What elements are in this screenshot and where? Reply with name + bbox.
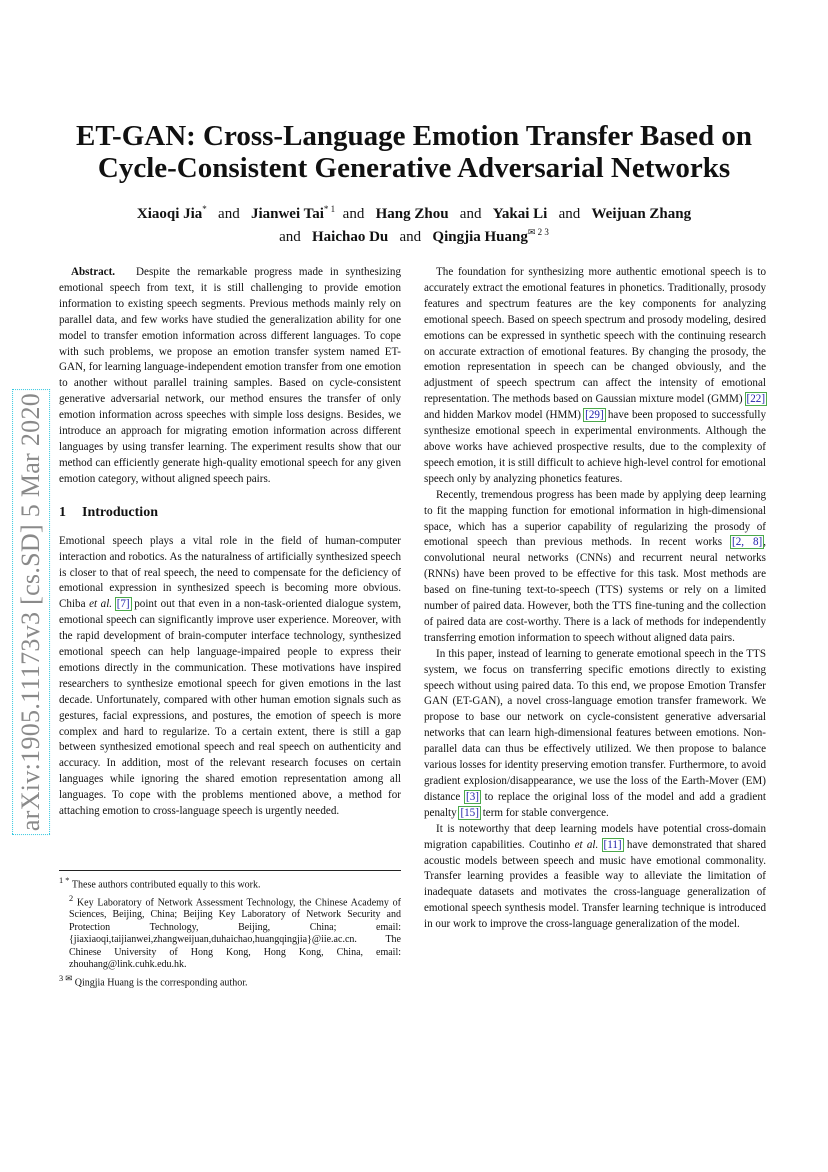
author-sep: and [399,229,422,245]
citation-link[interactable]: [3] [466,790,479,803]
text-run: point out that even in a non-task-oriented dialogue system, emotional speech can significantly improve user experience. Moreover, with the rapid development of brain-computer interface technology, synthesized emotional speech can help language-impaired people to express their emotions directly in the communication. These motivations have inspired researchers to synthesize emotional speech for given emotions in the last decade. Unfortunately, compared with other human emotion signals such as gestures, facial expressions, and postures, the emotion of speech is more complex and hard to regularize. To a certain extent, there is still a gap between synthesized emotional speech and real speech on authenticity and accuracy. In addition, most of the relevant research focuses on certain languages while ignoring the shared emotion representation among all languages. To cope with the problems mentioned above, a method for attaching emotion to cross-language speech is urgently needed. [59,598,402,818]
author-name: Jianwei Tai [250,206,324,222]
text-run: Emotional speech plays a vital role in the field of human-computer interaction and robotics. As the naturalness of artificially synthesized speech is closer to that of real speech, the need to compensate for the deficiency of emotional expression in synthesized speech is becoming more obvious. Chiba [59,534,401,611]
author-sep: and [279,229,301,245]
author-list [60,200,768,246]
citation-link[interactable]: [2, 8] [732,536,763,549]
footnote-text: These authors contributed equally to this work. [71,879,261,891]
title-line-2: Cycle-Consistent Generative Adversarial Networks [97,152,731,184]
body-paragraph [424,822,766,933]
author-mark: * 1 [323,204,336,214]
text-run: have demonstrated that shared acoustic models between speech and music have emotional commonality. Transfer learning provides a feasible way to alleviate the limitation of inadequate datasets and motivates the cross-language generalization of emotional speech synthesis model. Transfer learning technique is introduced in our work to improve the cross-language generalization of the model. [424,838,767,931]
text-run: In this paper, instead of learning to generate emotional speech in the TTS system, we focus on transferring specific emotions directly to existing speech without using paired data. To this end, we propose Emotion Transfer GAN (ET-GAN), a novel cross-language emotion transfer framework. We propose to base our network on cycle-consistent generative adversarial networks that can learn high-dimensional features between emotions. Non-parallel data can thus be effectively utilized. We then propose to balance various losses for identity preserving emotion transfer. Furthermore, to avoid gradient explosion/disappearance, we use the loss of the Earth-Mover (EM) distance [424,647,766,803]
footnote-mark: 1 * [59,876,70,885]
body-paragraph [424,488,766,647]
author-name: Xiaoqi Jia [136,206,203,222]
title-line-1: ET-GAN: Cross-Language Emotion Transfer Based on [76,120,752,152]
section-title: Introduction [82,504,158,520]
text-run: The foundation for synthesizing more authentic emotional speech is to accurately extract the emotional features in phonetics. Traditionally, prosody features and spectrum features are the key components for analyzing emotional speech. Based on speech spectrum and prosody modeling, desired emotions can be expressed in synthetic speech with the continuing research on accurate extraction of emotional features. By changing the prosody, the emotion representation in speech can be changed obviously, and the adjustment of speech spectrum can affect the intensity of emotional representation. The methods based on Gaussian mixture model (GMM) [424,266,766,406]
author-sep: and [558,206,581,222]
author-sep: and [342,206,365,222]
text-run: and hidden Markov model (HMM) [424,409,581,422]
author-line-2 [60,223,768,246]
footnote-text: Qingjia Huang is the corresponding author. [74,976,248,988]
author-mark: ✉ 2 3 [527,227,549,237]
author-line-1 [60,200,768,223]
citation-link[interactable]: [11] [603,838,622,851]
footnote-2 [59,893,401,972]
text-run: to replace the original loss of the model and add a gradient penalty [424,790,766,819]
text-run: It is noteworthy that deep learning models have potential cross-domain migration capabilities. Coutinho [424,822,766,851]
author-name: Haichao Du [311,229,389,245]
section-heading [59,504,401,522]
body-paragraph [424,265,766,488]
intro-paragraph-1 [59,534,401,820]
author-mark: * [202,204,207,214]
text-run: et al. [574,838,599,851]
author-name: Qingjia Huang [432,229,528,245]
abstract [59,265,401,488]
paper-title [60,120,768,184]
left-column [59,265,401,820]
text-run: , convolutional neural networks (CNNs) and recurrent neural networks (RNNs) have been proved to be effective for this task. Most methods are based on fine-tuning text-to-speech (TTS) systems or rely on a limited number of paired data. However, both the TTS fine-tuning and the collection of paired data are cost-worthy. There is a lack of methods for independently transferring emotion information to speech without aligned data pairs. [424,536,766,644]
footnote-text: Key Laboratory of Network Assessment Technology, the Chinese Academy of Sciences, Beijing, China; Beijing Key Laboratory of Network Security and Protection Technology, Beijing, China; email: {jiaxiaoqi,taijianwei,zhangweijuan,duhaichao,huangqingjia}@iie.ac.cn. The Chinese University of Hong Kong, Hong Kong, China, email: zhouhang@link.cuhk.edu.hk. [69,897,401,971]
author-sep: and [459,206,482,222]
right-column [424,265,766,933]
citation-link[interactable]: [22] [746,393,766,406]
citation-link[interactable]: [15] [460,806,479,819]
abstract-label: Abstract. [71,266,116,278]
abstract-text: Despite the remarkable progress made in synthesizing emotional speech from text, it is still challenging to provide emotion information to existing speech segments. Previous methods mainly rely on parallel data, and few works have studied the generalization ability for one model to transfer emotion information across different languages. To cope with such problems, we propose an emotion transfer system named ET-GAN, for learning language-independent emotion transfer from one emotion to another without parallel training samples. Based on cycle-consistent generative adversarial network, our method ensures the transfer of only emotion information across speeches with simple loss designs. Besides, we introduce an approach for migrating emotion information across different languages by using transfer learning. The experiment results show that our method can efficiently generate high-quality emotional speech for any given emotion category, without aligned speech pairs. [59,266,401,485]
text-run: Recently, tremendous progress has been made by applying deep learning to fit the mapping function for emotional information in high-dimensional space, which has a superior capability of regularizing the prosody of emotional speech than previous methods. In recent works [424,488,766,549]
footnote-1 [59,875,401,892]
author-name: Hang Zhou [375,206,449,222]
citation-link[interactable]: [29] [585,409,604,422]
footnote-mark: 2 [69,893,74,903]
citation-link[interactable]: [7] [116,598,130,611]
author-sep: and [218,206,240,222]
footnotes [59,870,401,990]
arxiv-stamp[interactable] [14,342,48,882]
footnote-mark: 3 ✉ [59,973,73,983]
author-name: Weijuan Zhang [591,206,692,222]
footnote-3 [59,973,401,990]
arxiv-stamp-text[interactable]: arXiv:1905.11173v3 [cs.SD] 5 Mar 2020 [16,392,45,832]
author-name: Yakai Li [492,206,548,222]
text-run: have been proposed to successfully synthesize emotional speech in experimental environments. Although the above works have achieved prospective results, due to the complexity of speech emotion, it is still difficult to achieve high-level control for emotional speech only by analyzing phonetics features. [424,409,767,485]
text-run: et al. [89,598,113,611]
body-paragraph [424,647,766,822]
section-number: 1 [59,504,66,520]
text-run: term for stable convergence. [482,806,609,819]
